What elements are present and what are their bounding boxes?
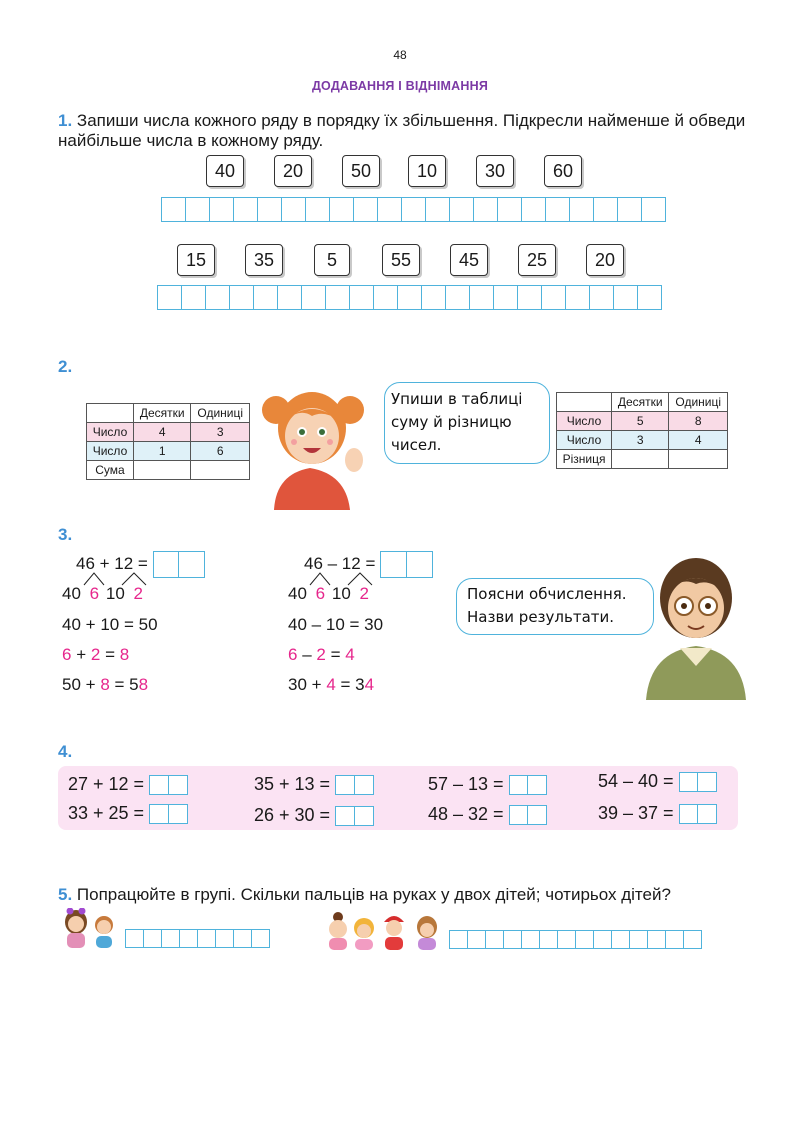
exercise-text: 48 – 32 = [428, 804, 504, 824]
table-cell: 4 [134, 423, 191, 442]
answer-cell[interactable] [353, 197, 378, 222]
table-header-cell: Десятки [612, 393, 669, 412]
answer-cell[interactable] [349, 285, 374, 310]
answer-cell[interactable] [253, 285, 278, 310]
answer-cell[interactable] [557, 930, 576, 949]
answer-cell[interactable] [503, 930, 522, 949]
answer-box[interactable] [149, 775, 188, 795]
expression-text: 46 – 12 = [304, 553, 376, 573]
answer-cell[interactable] [617, 197, 642, 222]
task-5-number: 5. [58, 885, 73, 904]
number-card: 5 [314, 244, 350, 276]
number-card: 20 [274, 155, 312, 187]
answer-cell[interactable] [517, 285, 542, 310]
table-row-label: Сума [87, 461, 134, 480]
answer-cell[interactable] [161, 197, 186, 222]
task-5-text: Попрацюйте в групі. Скільки пальців на руках у двох дітей; чотирьох дітей? [76, 885, 671, 904]
answer-cell[interactable] [539, 930, 558, 949]
task-1-row-1-answer-cells[interactable] [161, 197, 666, 222]
table-header-cell: Одиниці [669, 393, 728, 412]
task-3-left-step-1: 40 + 10 = 50 [62, 615, 158, 634]
answer-cell[interactable] [401, 197, 426, 222]
page-number: 48 [393, 48, 407, 62]
answer-cell[interactable] [205, 285, 230, 310]
answer-cell[interactable] [445, 285, 470, 310]
task-2-number: 2. [58, 357, 73, 376]
table-header-cell: Десятки [134, 404, 191, 423]
answer-cell[interactable] [467, 930, 486, 949]
two-children-icon [62, 908, 120, 948]
answer-box[interactable] [335, 775, 374, 795]
answer-cell[interactable] [251, 929, 270, 948]
table-row-label: Число [557, 412, 612, 431]
answer-cell[interactable] [191, 461, 250, 480]
answer-cell[interactable] [665, 930, 684, 949]
answer-cell[interactable] [669, 450, 728, 469]
table-cell: 3 [191, 423, 250, 442]
answer-cell[interactable] [521, 197, 546, 222]
table-cell: 5 [612, 412, 669, 431]
answer-box[interactable] [149, 804, 188, 824]
exercise [254, 804, 374, 826]
number-card: 55 [382, 244, 420, 276]
answer-cell[interactable] [143, 929, 162, 948]
task-3-right-step-2: 6 – 2 = 4 [288, 645, 355, 664]
answer-cell[interactable] [277, 285, 302, 310]
number-card: 15 [177, 244, 215, 276]
answer-cell[interactable] [612, 450, 669, 469]
answer-cell[interactable] [565, 285, 590, 310]
task-5-prompt [58, 885, 778, 905]
answer-cell[interactable] [209, 197, 234, 222]
answer-cell[interactable] [421, 285, 446, 310]
number-card: 40 [206, 155, 244, 187]
answer-cell[interactable] [181, 285, 206, 310]
page-title: ДОДАВАННЯ І ВІДНІМАННЯ [311, 79, 489, 93]
decomp-part: 6 [89, 584, 100, 603]
number-card: 10 [408, 155, 446, 187]
exercise-text: 39 – 37 = [598, 803, 674, 823]
number-card: 45 [450, 244, 488, 276]
table-row-label: Різниця [557, 450, 612, 469]
exercise [254, 773, 374, 795]
decomp-part: 2 [359, 584, 369, 603]
answer-cell[interactable] [301, 285, 326, 310]
table-cell: 1 [134, 442, 191, 461]
table-row-label: Число [87, 442, 134, 461]
decomp-part: 10 [105, 584, 125, 603]
decomp-part: 40 [288, 584, 307, 603]
answer-cell[interactable] [157, 285, 182, 310]
girl-illustration [254, 376, 379, 510]
answer-cell[interactable] [647, 930, 666, 949]
task-3-right-decomposition [288, 584, 369, 604]
table-cell: 3 [612, 431, 669, 450]
answer-cell[interactable] [469, 285, 494, 310]
task-1-number: 1. [58, 111, 73, 130]
task-3-right-step-3: 30 + 4 = 34 [288, 675, 375, 694]
exercise [598, 770, 717, 792]
number-card: 30 [476, 155, 514, 187]
task-3-number: 3. [58, 525, 73, 544]
answer-cell[interactable] [545, 197, 570, 222]
exercise [428, 773, 547, 795]
answer-cell[interactable] [449, 197, 474, 222]
answer-box[interactable] [509, 775, 548, 795]
decomp-part: 2 [133, 584, 143, 603]
task-1-text: Запиши числа кожного ряду в порядку їх збільшення. Підкресли найменше й обведи найбільше числа в кожному ряду. [58, 111, 746, 150]
task-3-left-step-3: 50 + 8 = 58 [62, 675, 149, 694]
table-header-cell [87, 404, 134, 423]
four-children-icon [324, 910, 444, 950]
task-3-left-decomposition [62, 584, 143, 604]
boy-speech-bubble [456, 578, 654, 635]
decomp-part: 40 [62, 584, 81, 603]
answer-cell[interactable] [134, 461, 191, 480]
exercise [68, 802, 188, 824]
answer-cell[interactable] [493, 285, 518, 310]
exercise-text: 26 + 30 = [254, 805, 331, 825]
task-5-two-children-answer-cells[interactable] [125, 929, 270, 948]
number-card: 35 [245, 244, 283, 276]
answer-cell[interactable] [325, 285, 350, 310]
answer-cell[interactable] [449, 930, 468, 949]
answer-cell[interactable] [281, 197, 306, 222]
decomp-part: 10 [331, 584, 351, 603]
answer-cell[interactable] [329, 197, 354, 222]
exercise-text: 27 + 12 = [68, 774, 145, 794]
answer-cell[interactable] [215, 929, 234, 948]
answer-cell[interactable] [233, 197, 258, 222]
exercise [598, 802, 717, 824]
answer-cell[interactable] [683, 930, 702, 949]
exercise [68, 773, 188, 795]
bubble-line: чисел. [391, 436, 442, 454]
answer-cell[interactable] [185, 197, 210, 222]
answer-box[interactable] [335, 806, 374, 826]
task-3-left-step-2: 6 + 2 = 8 [62, 645, 130, 664]
bubble-line: Назви результати. [467, 608, 615, 626]
decomp-part: 6 [315, 584, 326, 603]
task-2-table-sum [86, 403, 250, 480]
answer-cell[interactable] [497, 197, 522, 222]
answer-cell[interactable] [373, 285, 398, 310]
answer-box[interactable] [509, 805, 548, 825]
answer-cell[interactable] [229, 285, 254, 310]
answer-cell[interactable] [589, 285, 614, 310]
task-1-row-2-answer-cells[interactable] [157, 285, 662, 310]
answer-cell[interactable] [377, 197, 402, 222]
answer-cell[interactable] [593, 930, 612, 949]
answer-cell[interactable] [161, 929, 180, 948]
bubble-line: суму й різницю [391, 413, 512, 431]
girl-speech-bubble [384, 382, 550, 464]
answer-cell[interactable] [125, 929, 144, 948]
answer-cell[interactable] [637, 285, 662, 310]
table-row-label: Число [87, 423, 134, 442]
answer-cell[interactable] [233, 929, 252, 948]
answer-cell[interactable] [305, 197, 330, 222]
exercise-text: 35 + 13 = [254, 774, 331, 794]
answer-box[interactable] [679, 772, 718, 792]
answer-cell[interactable] [179, 929, 198, 948]
answer-cell[interactable] [569, 197, 594, 222]
task-4-number: 4. [58, 742, 73, 761]
table-row-label: Число [557, 431, 612, 450]
table-cell: 6 [191, 442, 250, 461]
task-1-prompt [58, 111, 758, 151]
exercise-text: 54 – 40 = [598, 771, 674, 791]
answer-cell[interactable] [521, 930, 540, 949]
table-header-cell [557, 393, 612, 412]
table-cell: 8 [669, 412, 728, 431]
task-3-right-step-1: 40 – 10 = 30 [288, 615, 384, 634]
number-card: 20 [586, 244, 624, 276]
exercise-text: 33 + 25 = [68, 803, 145, 823]
answer-cell[interactable] [473, 197, 498, 222]
answer-cell[interactable] [541, 285, 566, 310]
table-cell: 4 [669, 431, 728, 450]
answer-cell[interactable] [641, 197, 666, 222]
answer-box[interactable] [679, 804, 718, 824]
answer-cell[interactable] [613, 285, 638, 310]
bubble-line: Поясни обчислення. [467, 585, 627, 603]
number-card: 50 [342, 155, 380, 187]
table-header-cell: Одиниці [191, 404, 250, 423]
answer-cell[interactable] [629, 930, 648, 949]
answer-cell[interactable] [485, 930, 504, 949]
answer-cell[interactable] [611, 930, 630, 949]
exercise-text: 57 – 13 = [428, 774, 504, 794]
bubble-line: Упиши в таблиці [391, 390, 523, 408]
answer-cell[interactable] [257, 197, 282, 222]
answer-cell[interactable] [575, 930, 594, 949]
task-2-table-difference [556, 392, 728, 469]
answer-cell[interactable] [593, 197, 618, 222]
exercise [428, 803, 547, 825]
answer-cell[interactable] [397, 285, 422, 310]
number-card: 60 [544, 155, 582, 187]
expression-text: 46 + 12 = [76, 553, 148, 573]
boy-illustration [640, 548, 752, 700]
answer-cell[interactable] [425, 197, 450, 222]
answer-cell[interactable] [197, 929, 216, 948]
number-card: 25 [518, 244, 556, 276]
task-5-four-children-answer-cells[interactable] [449, 930, 702, 949]
